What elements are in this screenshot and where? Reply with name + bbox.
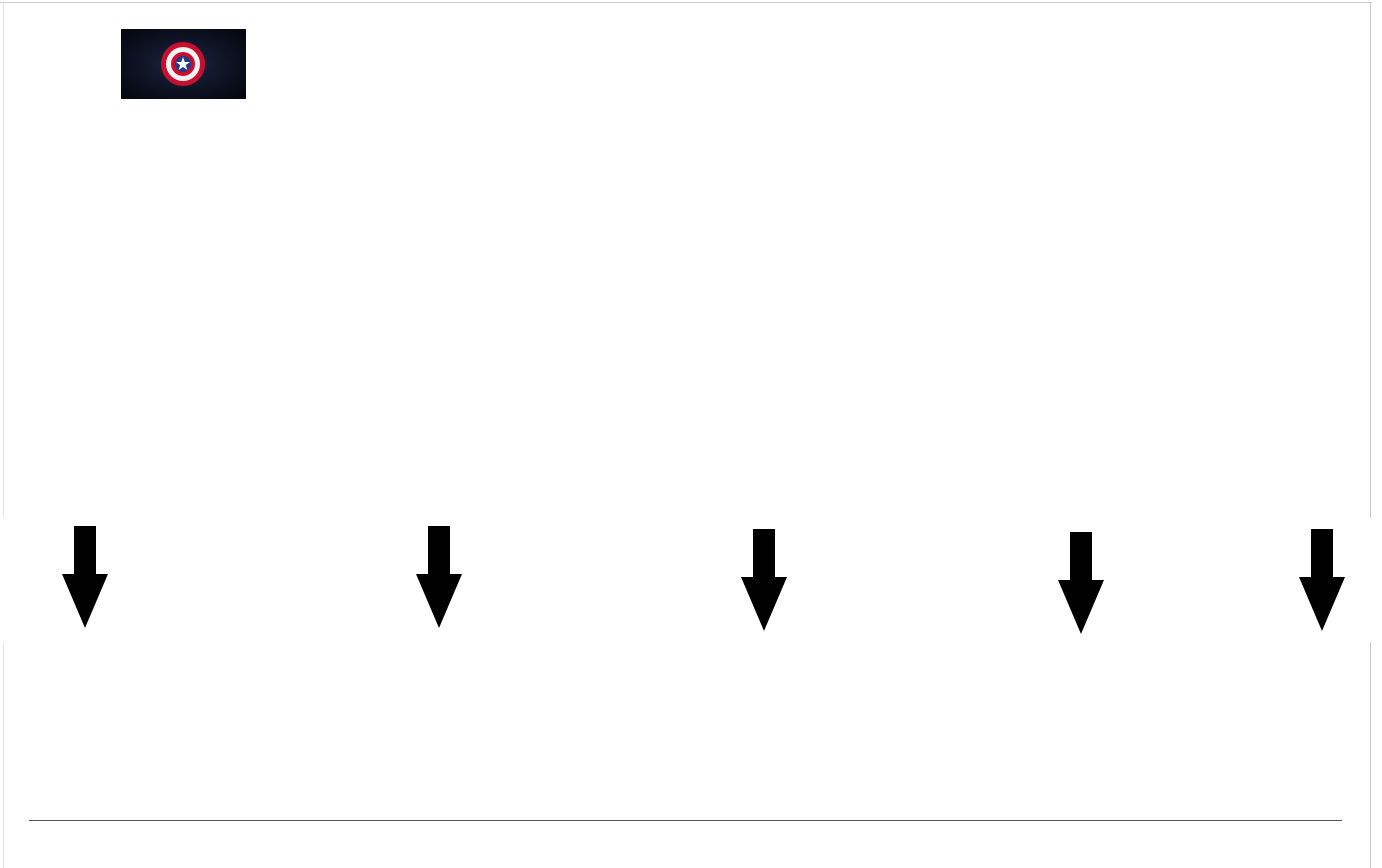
page-border — [3, 2, 4, 868]
arrow-down-icon — [1056, 532, 1106, 636]
totals-divider — [29, 820, 1342, 821]
totals-row — [29, 826, 1344, 850]
page-border — [1370, 2, 1371, 868]
company-logo — [121, 29, 246, 99]
shield-star-logo-icon — [121, 29, 246, 99]
arrow-down-icon — [1297, 529, 1347, 633]
arrow-down-icon — [414, 526, 464, 630]
arrow-down-icon — [60, 526, 110, 630]
page-border — [0, 2, 1372, 3]
omitted-rows-gap — [0, 518, 1382, 642]
arrow-down-icon — [739, 529, 789, 633]
